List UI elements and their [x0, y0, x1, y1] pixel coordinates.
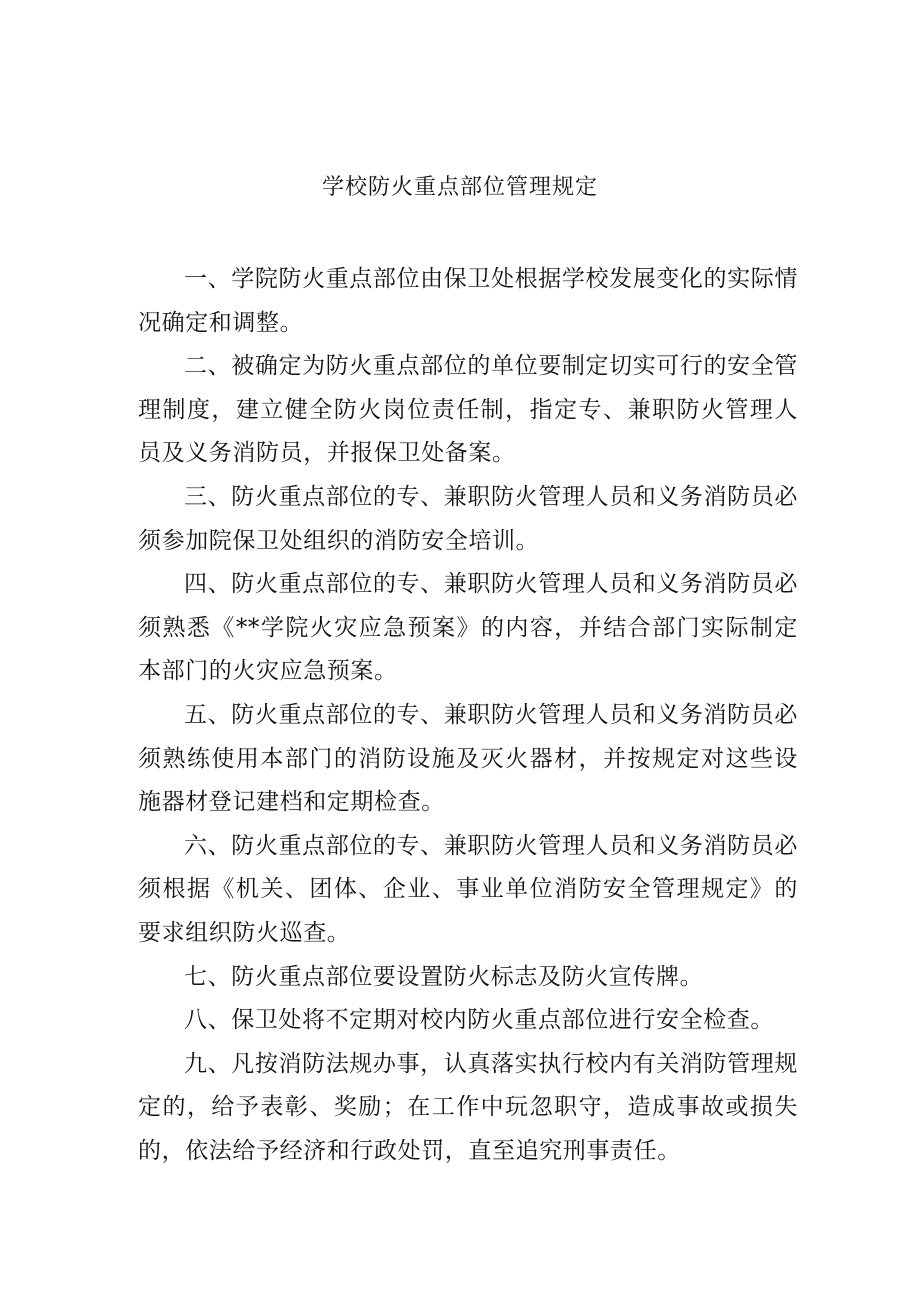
paragraph-7: 七、防火重点部位要设置防火标志及防火宣传牌。	[184, 963, 704, 990]
paragraph-9: 九、凡按消防法规办事，认真落实执行校内有关消防管理规定的，给予表彰、奖励；在工作中玩忽职守，造成事故或损失的，依法给予经济和行政处罚，直至追究刑事责任。	[138, 1050, 798, 1164]
paragraph-1: 一、学院防火重点部位由保卫处根据学校发展变化的实际情况确定和调整。	[138, 266, 798, 336]
document-title: 学校防火重点部位管理规定	[321, 175, 598, 200]
paragraph-8: 八、保卫处将不定期对校内防火重点部位进行安全检查。	[184, 1007, 774, 1034]
paragraph-5: 五、防火重点部位的专、兼职防火管理人员和义务消防员必须熟练使用本部门的消防设施及灭火器材，并按规定对这些设施器材登记建档和定期检查。	[138, 701, 798, 816]
paragraph-3: 三、防火重点部位的专、兼职防火管理人员和义务消防员必须参加院保卫处组织的消防安全培训。	[138, 483, 798, 554]
paragraph-6: 六、防火重点部位的专、兼职防火管理人员和义务消防员必须根据《机关、团体、企业、事业单位消防安全管理规定》的要求组织防火巡查。	[138, 832, 798, 946]
document-body	[138, 258, 798, 1173]
paragraph-4: 四、防火重点部位的专、兼职防火管理人员和义务消防员必须熟悉《**学院火灾应急预案》的内容，并结合部门实际制定本部门的火灾应急预案。	[138, 571, 798, 685]
paragraph-2: 二、被确定为防火重点部位的单位要制定切实可行的安全管理制度，建立健全防火岗位责任制，指定专、兼职防火管理人员及义务消防员，并报保卫处备案。	[138, 353, 798, 467]
